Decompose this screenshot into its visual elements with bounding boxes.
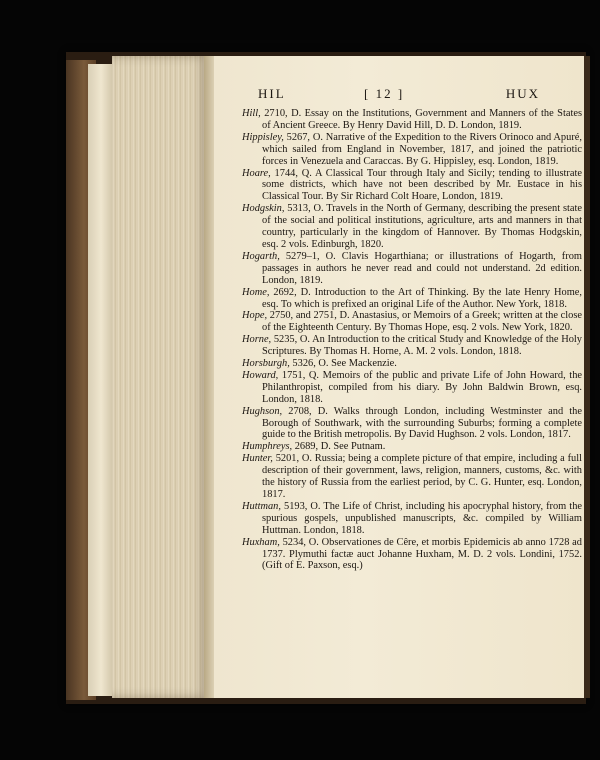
entry-author: Humphreys, xyxy=(242,441,293,453)
entry-author: Hope, xyxy=(242,310,268,322)
entry-text: 2692, D. Introduction to the Art of Thinking. By the late Henry Home, esq. To which is prefixed an original Life of the Author. New York, 1818. xyxy=(262,286,582,310)
entry-text: 1744, Q. A Classical Tour through Italy and Sicily; tending to illustrate some districts, which have not been described by Mr. Eustace in his Classical Tour. By Sir Richard Colt Hoare, London, 1819. xyxy=(262,167,582,203)
entry-text: 5313, O. Travels in the North of Germany, describing the present state of the social and political institutions, agriculture, arts and manners in that country, particularly in the kingdom of Hannover. By Thomas Hodgskin, esq. 2 vols. Edinburgh, 1820. xyxy=(262,203,582,250)
page-number: [ 12 ] xyxy=(364,86,405,101)
entry-author: Hoare, xyxy=(242,167,271,179)
entry-text: 2689, D. See Putnam. xyxy=(292,441,386,453)
running-head xyxy=(214,86,584,102)
entry-text: 2710, D. Essay on the Institutions, Government and Manners of the States of Ancient Greece. By Henry David Hill, D. D. London, 1819. xyxy=(260,108,582,131)
catalog-entry xyxy=(242,251,582,287)
running-head-right: HUX xyxy=(505,86,540,101)
entry-author: Hill, xyxy=(242,108,261,119)
catalog-entry xyxy=(242,370,582,406)
page xyxy=(214,56,584,698)
entry-text: 5235, O. An Introduction to the critical Study and Knowledge of the Holy Scriptures. By Thomas H. Horne, A. M. 2 vols. London, 1818. xyxy=(262,334,582,358)
page-stack xyxy=(112,56,210,698)
running-head-left: HIL xyxy=(258,86,286,101)
entry-text: 5234, O. Observationes de Cêre, et morbis Epidemicis ab anno 1728 ad 1737. Plymuthi factæ auct Johanne Huxham, M. D. 2 vols. Londini, 1752. (Gift of E. Paxson, esq.) xyxy=(262,536,582,572)
catalog-entry xyxy=(242,334,582,358)
catalog-entries xyxy=(242,108,582,572)
catalog-entry xyxy=(242,287,582,311)
catalog-entry xyxy=(242,358,582,370)
entry-author: Hogarth, xyxy=(242,250,280,262)
entry-text: 2750, and 2751, D. Anastasius, or Memoirs of a Greek; written at the close of the Eighteenth Century. By Thomas Hope, esq. 2 vols. New York, 1820. xyxy=(262,310,582,334)
entry-author: Hunter, xyxy=(242,453,273,465)
entry-text: 2708, D. Walks through London, including Westminster and the Borough of Southwark, with the surrounding Suburbs; forming a complete guide to the British metropolis. By David Hughson. 2 vols. London, 1817. xyxy=(262,405,582,441)
catalog-entry xyxy=(242,132,582,168)
catalog-entry xyxy=(242,537,582,573)
entry-author: Hippisley, xyxy=(242,131,284,143)
entry-text: 1751, Q. Memoirs of the public and private Life of John Howard, the Philanthropist, compiled from his diary. By John Baldwin Brown, esq. London, 1818. xyxy=(262,369,582,405)
entry-author: Huttman, xyxy=(242,500,281,512)
catalog-entry xyxy=(242,501,582,537)
catalog-entry xyxy=(242,441,582,453)
entry-text: 5193, O. The Life of Christ, including his apocryphal history, from the spurious gospels, unpublished manuscripts, &c. compiled by William Huttman. London, 1818. xyxy=(262,500,582,536)
entry-text: 5201, O. Russia; being a complete picture of that empire, including a full description of their government, laws, religion, manners, customs, &c. with the history of Russia from the earliest period, by C. G. Hunter, esq. London, 1817. xyxy=(262,453,582,500)
catalog-entry xyxy=(242,108,582,132)
entry-author: Home, xyxy=(242,286,270,298)
entry-text: 5267, O. Narrative of the Expedition to the Rivers Orinoco and Apuré, which sailed from England in November, 1817, and joined the patriotic forces in Venezuela and Caraccas. By G. Hippisley, esq. London, 1819. xyxy=(262,131,582,167)
entry-author: Horne, xyxy=(242,334,272,346)
entry-text: 5279–1, O. Clavis Hogarthiana; or illustrations of Hogarth, from passages in authors he never read and could not understand. 2d edition. London, 1819. xyxy=(262,250,582,286)
cover-right-edge xyxy=(584,56,590,698)
catalog-entry xyxy=(242,406,582,442)
catalog-entry xyxy=(242,203,582,251)
entry-author: Howard, xyxy=(242,369,279,381)
entry-text: 5326, O. See Mackenzie. xyxy=(289,358,397,370)
entry-author: Hughson, xyxy=(242,405,283,417)
catalog-entry xyxy=(242,168,582,204)
flyleaf xyxy=(88,64,114,696)
catalog-entry xyxy=(242,310,582,334)
entry-author: Hodgskin, xyxy=(242,203,285,215)
catalog-entry xyxy=(242,453,582,501)
entry-author: Huxham, xyxy=(242,536,280,548)
entry-author: Horsburgh, xyxy=(242,358,290,370)
